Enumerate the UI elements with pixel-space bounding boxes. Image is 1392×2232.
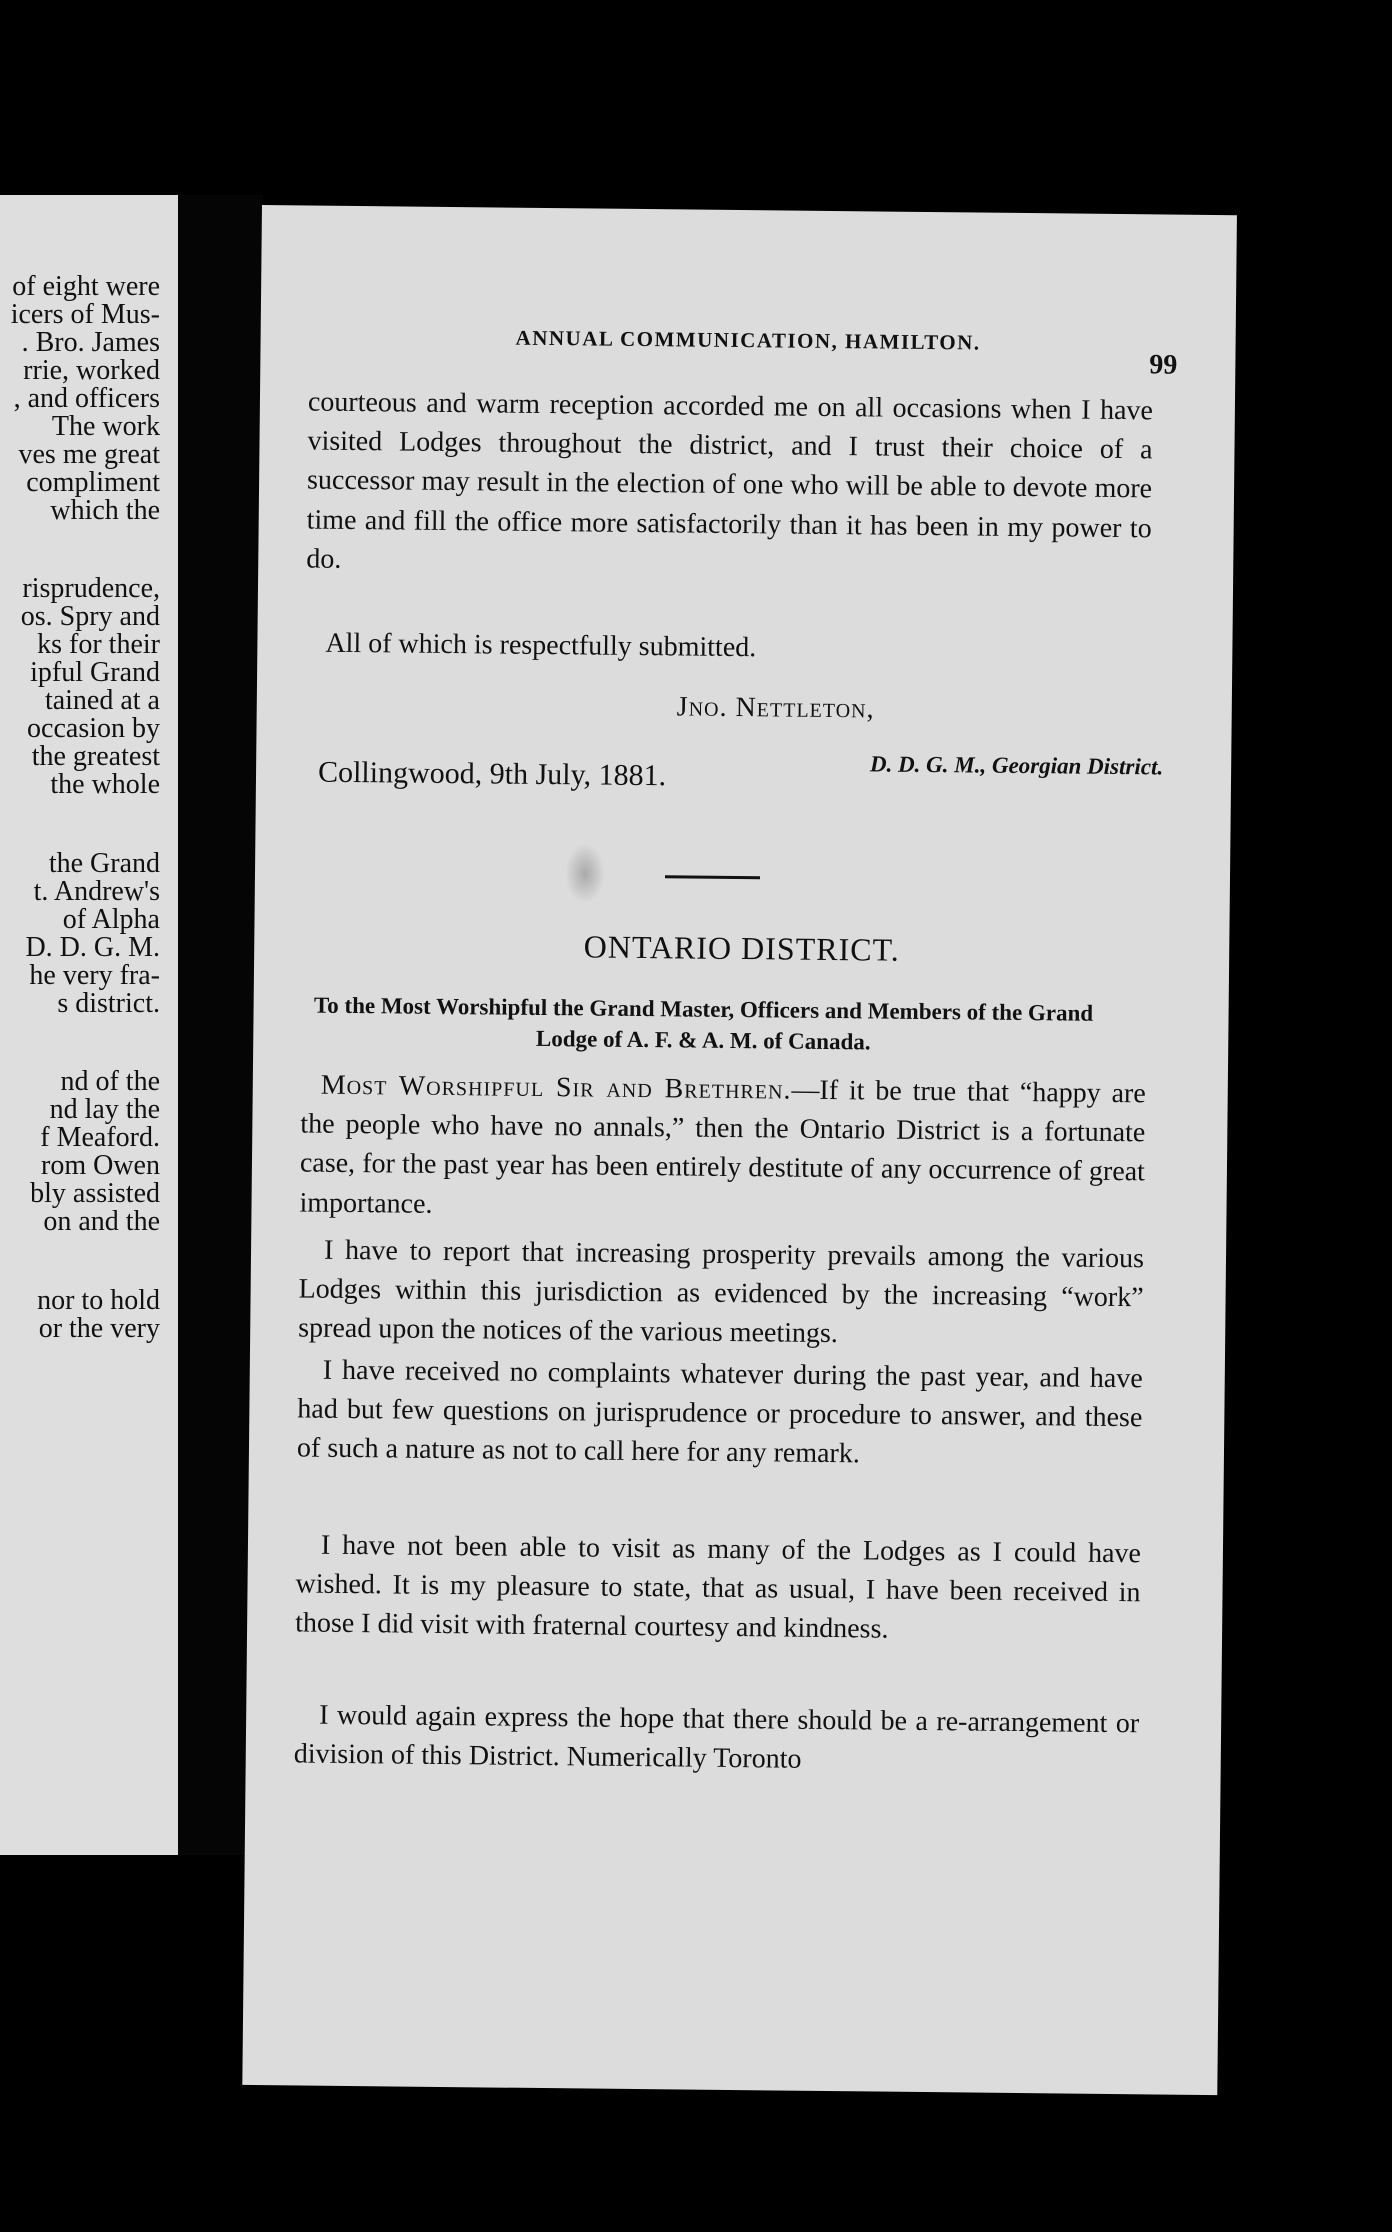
left-line: he very fra- [29,960,160,991]
left-line: , and officers [13,383,160,414]
signature-name: Jno. Nettleton, [676,691,875,725]
paragraph-annals [299,1065,1146,1231]
paragraph-prosperity: I have to report that increasing prosperity prevails among the various Lodges within this jurisdiction as evidenced by the increasing “work” spread upon the notices of the various meetings. [298,1234,1145,1350]
running-head: ANNUAL COMMUNICATION, HAMILTON. [515,325,981,355]
left-line: compliment [26,467,160,498]
left-line: The work [51,411,160,442]
left-line: of Alpha [62,904,160,935]
paragraph-complaints: I have received no complaints whatever during the past year, and have had but few questions on jurisprudence or procedure to answer, and these of such a nature as not to call here for any remark. [296,1354,1143,1470]
section-heading: ONTARIO DISTRICT. [583,928,900,968]
left-line: ipful Grand [30,657,160,688]
dateline: Collingwood, 9th July, 1881. [317,755,667,793]
left-line: ves me great [18,439,160,470]
salutation: To the Most Worshipful the Grand Master, Officers and Members of the Grand Lodge of A. F. & A. M. of Canada. [313,992,1094,1055]
left-line: on and the [43,1206,160,1237]
paragraph-continued: courteous and warm reception accorded me on all occasions when I have visited Lodges throughout the district, and I trust their choice of a successor may result in the election of one who will be able to devote more time and fill the office more satisfactorily than it has been in my power to do. [306,386,1154,575]
left-line: icers of Mus- [10,299,160,330]
address-lead: Most Worshipful Sir and Brethren. [320,1069,792,1106]
left-line: the Grand [48,848,160,879]
left-line: risprudence, [22,573,160,604]
ink-bleed-mark [565,843,606,903]
left-line: nd of the [60,1066,160,1097]
left-line: rom Owen [41,1150,160,1181]
section-divider [665,875,760,879]
paragraph-submitted: All of which is respectfully submitted. [325,627,757,664]
left-line: occasion by [27,713,160,744]
left-line: nor to hold [37,1285,160,1316]
left-line: ks for their [37,629,160,660]
left-line: tained at a [44,685,160,716]
left-line: bly assisted [30,1178,160,1209]
paragraph-rearrangement: I would again express the hope that there should be a re-arrangement or division of this District. Numerically Toronto [293,1699,1140,1775]
left-line: the whole [50,769,160,800]
signature-title: D. D. G. M., Georgian District. [869,751,1164,780]
page-number: 99 [1149,349,1178,381]
left-line: rrie, worked [23,355,160,386]
paragraph-annals-text: —If it be true that “happy are the people who have no annals,” then the Ontario District is a fortunate case, for the past year has been entirely destitute of any occurrence of great importance. [299,1074,1146,1220]
left-line: of eight were [12,271,160,302]
left-page-fragment [0,195,178,1855]
left-line: the greatest [31,741,160,772]
left-line: t. Andrew's [33,876,160,907]
left-line: D. D. G. M. [25,932,160,963]
left-line: or the very [38,1313,160,1344]
left-line: f Meaford. [40,1122,160,1153]
left-line: which the [50,495,160,526]
left-line: nd lay the [49,1094,160,1125]
left-line: os. Spry and [20,601,160,632]
left-line: . Bro. James [21,327,160,358]
main-page [242,205,1237,2095]
paragraph-visits: I have not been able to visit as many of the Lodges as I could have wished. It is my pleasure to state, that as usual, I have been received in those I did visit with fraternal courtesy and kindness. [294,1529,1142,1646]
left-line: s district. [57,988,160,1019]
